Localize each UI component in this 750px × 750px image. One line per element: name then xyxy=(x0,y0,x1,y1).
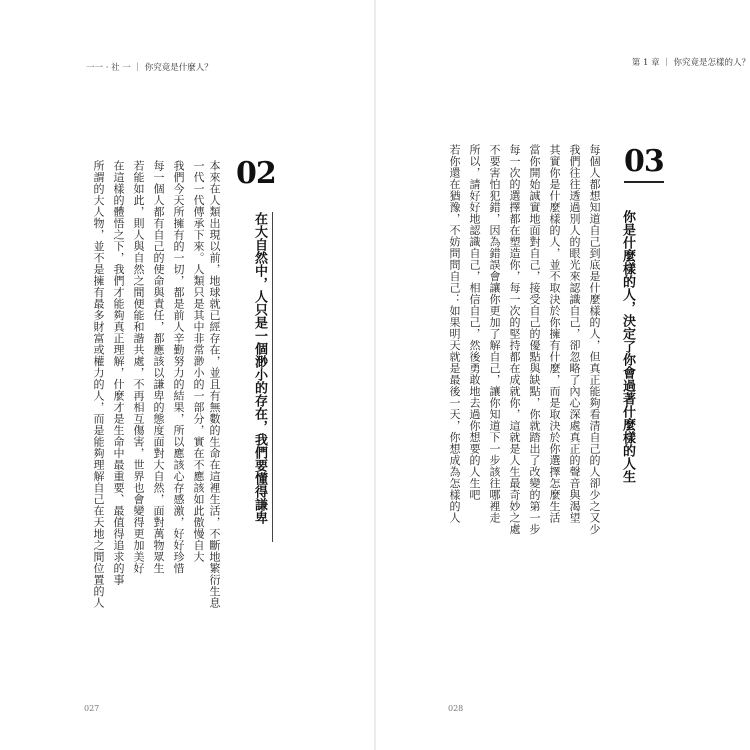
left-page xyxy=(0,0,374,750)
right-column-7: 所以，請好好地認識自己，相信自己，然後勇敢地去過你想要的人生吧 xyxy=(468,144,481,501)
right-column-2: 我們往往透過別人的眼光來認識自己，卻忽略了內心深處真正的聲音與渴望 xyxy=(568,144,581,524)
section-number-underline xyxy=(624,181,664,183)
left-column-2: 一代一代傳承下來。人類只是其中非常渺小的一部分，實在不應該如此傲慢自大 xyxy=(192,160,205,563)
left-title-rule xyxy=(272,212,273,542)
right-section-number: 03 xyxy=(624,144,664,183)
right-running-head: 第 1 章 ｜ 你究竟是怎樣的人？ xyxy=(631,58,750,68)
right-page xyxy=(376,0,750,750)
right-column-8: 若你還在猶豫，不妨問問自己：如果明天就是最後一天，你想成為怎樣的人 xyxy=(448,144,461,524)
right-section-title: 你是什麼樣的人，決定了你會過著什麼樣的人生 xyxy=(620,210,635,483)
left-column-7: 所謂的大人物，並不是擁有最多財富或權力的人，而是能夠理解自己在天地之間位置的人 xyxy=(92,160,105,609)
right-column-3: 其實你是什麼樣的人，並不取決於你擁有什麼，而是取決於你選擇怎麼生活 xyxy=(548,144,561,524)
right-column-6: 不要害怕犯錯，因為錯誤會讓你更加了解自己，讓你知道下一步該往哪裡走 xyxy=(488,144,501,524)
left-column-1: 本來在人類出現以前，地球就已經存在，並且有無數的生命在這裡生活，不斷地繁衍生息 xyxy=(208,160,221,609)
right-folio: 028 xyxy=(448,704,464,713)
left-section-number: 02 xyxy=(236,156,276,191)
left-folio: 027 xyxy=(84,704,100,713)
left-column-4: 每一個人都有自己的使命與責任，都應該以謙卑的態度面對大自然，面對萬物眾生 xyxy=(152,160,165,574)
right-column-1: 每個人都想知道自己到底是什麼樣的人，但真正能夠看清自己的人卻少之又少 xyxy=(588,144,601,535)
left-column-3: 我們今天所擁有的一切，都是前人辛勤努力的結果，所以應該心存感激，好好珍惜 xyxy=(172,160,185,574)
right-column-5: 每一次的選擇都在塑造你，每一次的堅持都在成就你，這就是人生最奇妙之處 xyxy=(508,144,521,535)
right-column-4: 當你開始誠實地面對自己，接受自己的優點與缺點，你就踏出了改變的第一步 xyxy=(528,144,541,535)
left-running-head: 一一 · 社 一 ｜ 你究竟是什麼人？ xyxy=(86,63,213,73)
left-column-6: 在這樣的體悟之下，我們才能夠真正理解，什麼才是生命中最重要、最值得追求的事 xyxy=(112,160,125,586)
left-section-title: 在大自然中，人只是一個渺小的存在，我們要懂得謙卑 xyxy=(252,212,267,524)
left-column-5: 若能如此，則人與自然之間便能和諧共處，不再相互傷害，世界也會變得更加美好 xyxy=(132,160,145,574)
